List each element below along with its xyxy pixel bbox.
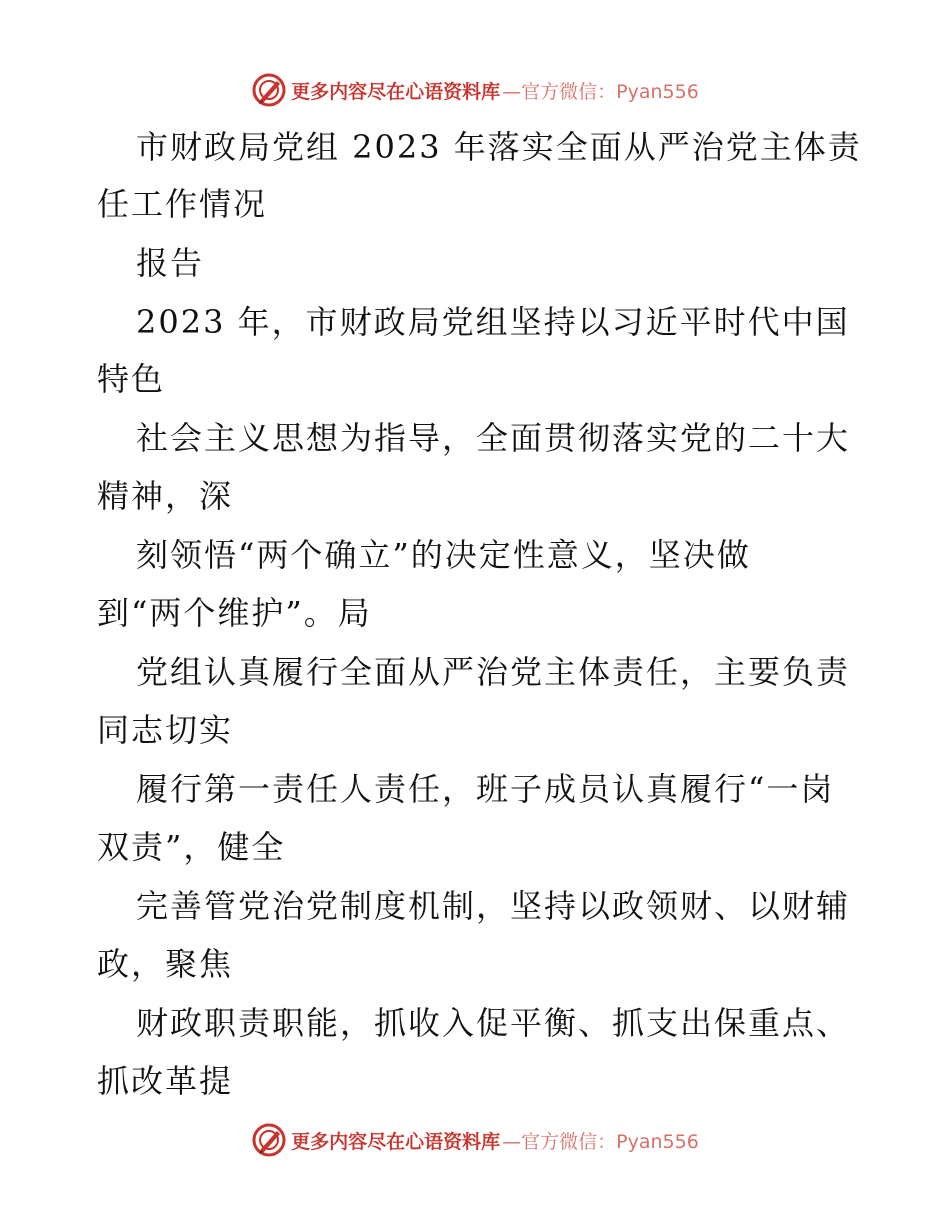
text-line: 同志切实 — [97, 711, 234, 749]
text-line: 2023 年，市财政局党组坚持以习近平时代中国 — [136, 303, 850, 341]
text-line: 到“两个维护”。局 — [97, 594, 372, 632]
text-line: 报告 — [136, 244, 205, 282]
text-line: 履行第一责任人责任，班子成员认真履行“一岗 — [136, 770, 835, 808]
watermark-contact-text: —官方微信：Pyan556 — [502, 1130, 699, 1153]
text-line: 双责”，健全 — [97, 828, 286, 866]
pen-logo-icon — [251, 1122, 287, 1158]
text-line: 市财政局党组 2023 年落实全面从严治党主体责 — [136, 128, 862, 166]
watermark-main-text: 更多内容尽在心语资料库 — [291, 80, 501, 103]
text-line: 政，聚焦 — [97, 945, 234, 983]
watermark-main-text: 更多内容尽在心语资料库 — [291, 1130, 501, 1153]
footer-watermark — [0, 1122, 950, 1158]
watermark-contact-text: —官方微信：Pyan556 — [502, 80, 699, 103]
text-line: 任工作情况 — [97, 185, 268, 223]
text-line: 党组认真履行全面从严治党主体责任，主要负责 — [136, 653, 851, 691]
text-line: 抓改革提 — [97, 1062, 234, 1100]
text-line: 特色 — [97, 360, 166, 398]
text-line: 精神，深 — [97, 477, 234, 515]
text-line: 社会主义思想为指导，全面贯彻落实党的二十大 — [136, 419, 851, 457]
text-line: 完善管党治党制度机制，坚持以政领财、以财辅 — [136, 887, 851, 925]
text-line: 财政职责职能，抓收入促平衡、抓支出保重点、 — [136, 1004, 851, 1042]
text-line: 刻领悟“两个确立”的决定性意义，坚决做 — [136, 536, 751, 574]
